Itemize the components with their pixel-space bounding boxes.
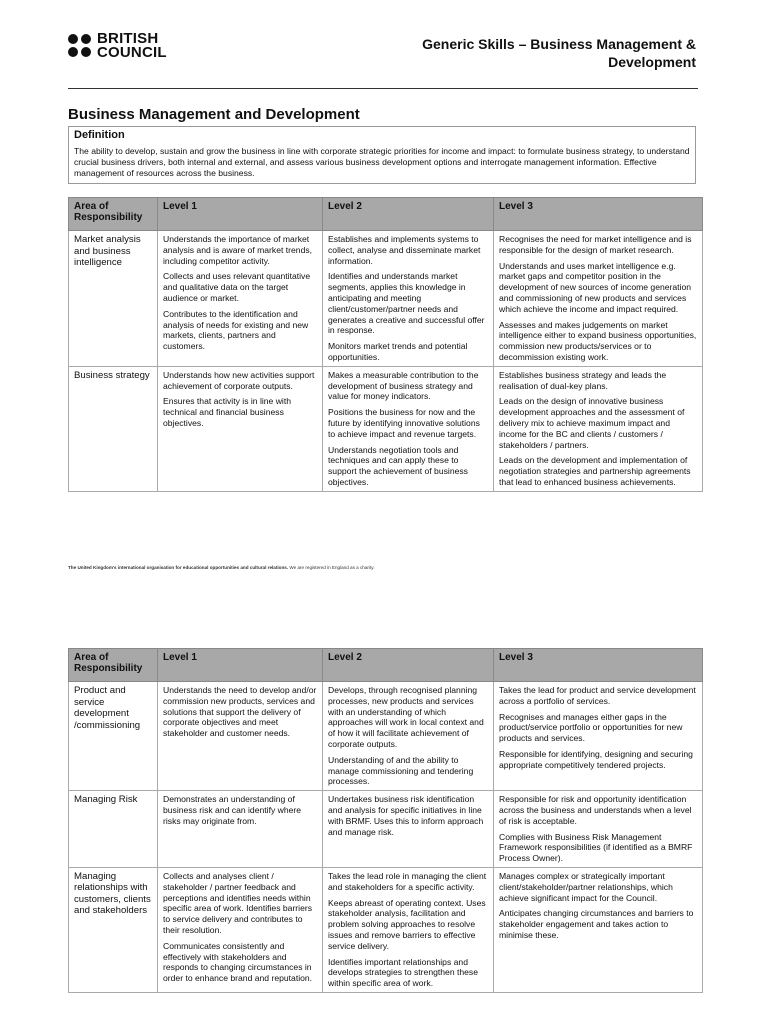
level-1-cell [158,231,323,367]
descriptor-paragraph: Understands the need to develop and/or commission new products, services and solutions that support the delivery of corporate objectives and meet stakeholder and customer needs. [163,685,317,739]
definition-text: The ability to develop, sustain and grow the business in line with corporate strategic priorities for income and impact: to formulate business strategy, to understand crucial business drivers, both internal and external, and assess various business development options and interrogate management information. Effective management of resources across the business. [74,146,690,178]
descriptor-paragraph: Leads on the design of innovative business development approaches and the assessment of delivery mix to achieve maximum impact and income for the BC and clients / customers / stakeholders / partners. [499,396,685,450]
descriptor-paragraph: Leads on the development and implementation of negotiation strategies and partnership agreements that lead to enhanced business achievements. [499,455,691,487]
level-2-cell [323,867,494,992]
descriptor-paragraph: Communicates consistently and effectively with stakeholders and responds to changing circumstances in order to enhance brand and reputation. [163,940,313,984]
descriptor-paragraph: Responsible for risk and opportunity identification across the business and understands when a level of risk is acceptable. [499,794,692,826]
logo-line-1: BRITISH [97,30,159,47]
descriptor-paragraph: Demonstrates an understanding of business risk and can identify where risks may originate from. [163,794,302,826]
descriptor-paragraph: Collects and analyses client / stakeholder / partner feedback and perceptions and identifies needs within specific area of work. Identifies barriers to service delivery and contributes to their resolution. [163,870,313,935]
logo-dots-icon [68,34,91,57]
descriptor-paragraph: Monitors market trends and potential opportunities. [328,341,468,362]
column-header-level-3: Level 3 [494,649,703,682]
level-2-cell [323,682,494,791]
table-row [69,791,703,868]
column-header-level-1: Level 1 [158,198,323,231]
footer-bold-text: The United Kingdom's international organisation for educational opportunities and cultural relations. [68,565,289,570]
level-1-cell [158,867,323,992]
column-header-level-2: Level 2 [323,649,494,682]
level-2-cell [323,231,494,367]
descriptor-paragraph: Keeps abreast of operating context. Uses stakeholder analysis, facilitation and problem solving approaches to resolve issues and remove barriers to effective service delivery. [328,897,486,951]
competency-table-2 [68,648,703,993]
level-3-cell [494,867,703,992]
document-header-title: Generic Skills – Business Management & Development [422,36,696,70]
descriptor-paragraph: Identifies important relationships and develops strategies to strengthen these within specific area of work. [328,956,479,989]
descriptor-paragraph: Understands and uses market intelligence e.g. market gaps and competitor position in the development of new sources of income generation and commissioning of new products and services which achieve the income and impact required. [499,260,692,314]
level-3-cell [494,791,703,868]
definition-box [68,126,696,184]
descriptor-paragraph: Anticipates changing circumstances and barriers to stakeholder engagement and takes action to minimise these. [499,908,694,940]
area-of-responsibility-cell: Market analysis and business intelligence [69,231,158,367]
descriptor-paragraph: Establishes business strategy and leads the realisation of dual-key plans. [499,369,667,391]
descriptor-paragraph: Understanding of and the ability to manage commissioning and tendering processes. [328,754,474,787]
column-header-level-2: Level 2 [323,198,494,231]
descriptor-paragraph: Collects and uses relevant quantitative and qualitative data on the target audience or market. [163,271,311,303]
level-1-cell [158,366,323,491]
area-of-responsibility-cell: Business strategy [69,366,158,491]
definition-heading: Definition [74,129,125,141]
descriptor-paragraph: Establishes and implements systems to collect, analyse and disseminate market information. [328,234,481,266]
logo-line-2: COUNCIL [97,44,167,61]
column-header-area: Area of Responsibility [69,649,158,682]
descriptor-paragraph: Recognises and manages either gaps in the product/service portfolio or opportunities for new products and services. [499,711,683,744]
descriptor-paragraph: Undertakes business risk identification and analysis for specific initiatives in line with BRMF. Uses this to inform approach and manage risk. [328,794,484,837]
british-council-logo [68,32,167,60]
descriptor-paragraph: Complies with Business Risk Management Framework responsibilities (if identified as a BMRF Process Owner). [499,831,693,864]
section-title: Business Management and Development [68,106,360,123]
level-3-cell [494,231,703,367]
page-footer [68,565,374,570]
table-row [69,366,703,491]
descriptor-paragraph: Understands the importance of market analysis and is aware of market trends, including competitor activity. [163,234,313,266]
level-3-cell [494,366,703,491]
level-3-cell [494,682,703,791]
column-header-level-1: Level 1 [158,649,323,682]
descriptor-paragraph: Develops, through recognised planning processes, new products and services with an understanding of which approaches will work in local context and of how it will facilitate achievement of corporate outputs. [328,685,484,749]
descriptor-paragraph: Understands how new activities support achievement of corporate outputs. [163,369,315,391]
table-header-row [69,649,703,682]
level-1-cell [158,791,323,868]
footer-text: We are registered in England as a charity. [288,565,375,570]
area-of-responsibility-cell: Managing Risk [69,791,158,868]
level-2-cell [323,366,494,491]
level-1-cell [158,682,323,791]
table-row [69,682,703,791]
table-header-row [69,198,703,231]
descriptor-paragraph: Understands negotiation tools and techniques and can apply these to support the achievement of business objectives. [328,444,468,487]
descriptor-paragraph: Takes the lead role in managing the client and stakeholders for a specific activity. [328,870,487,892]
competency-table-1 [68,197,703,492]
header-divider [68,88,698,89]
descriptor-paragraph: Contributes to the identification and analysis of needs for existing and new markets, clients, partners and customers. [163,308,309,352]
descriptor-paragraph: Ensures that activity is in line with technical and financial business objectives. [163,396,292,428]
descriptor-paragraph: Identifies and understands market segments, applies this knowledge in anticipating and meeting client/customer/partner needs and generates a creative and successful offer in response. [328,271,485,336]
table-row [69,867,703,992]
area-of-responsibility-cell: Managing relationships with customers, clients and stakeholders [69,867,158,992]
descriptor-paragraph: Takes the lead for product and service development across a portfolio of services. [499,685,696,706]
descriptor-paragraph: Assesses and makes judgements on market intelligence either to expand business opportunities, commission new products/services or to decommission existing work. [499,319,697,362]
descriptor-paragraph: Positions the business for now and the future by identifying innovative solutions to achieve impact and revenue targets. [328,407,480,439]
table-row [69,231,703,367]
level-2-cell [323,791,494,868]
column-header-area: Area of Responsibility [69,198,158,231]
column-header-level-3: Level 3 [494,198,703,231]
descriptor-paragraph: Manages complex or strategically important client/stakeholder/partner relationships, which achieve significant impact for the Council. [499,870,673,903]
descriptor-paragraph: Responsible for identifying, designing and securing appropriate competitively tendered projects. [499,748,693,770]
area-of-responsibility-cell: Product and service development /commissioning [69,682,158,791]
descriptor-paragraph: Recognises the need for market intelligence and is responsible for the design of market research. [499,234,692,255]
descriptor-paragraph: Makes a measurable contribution to the development of business strategy and value for money indicators. [328,369,479,402]
